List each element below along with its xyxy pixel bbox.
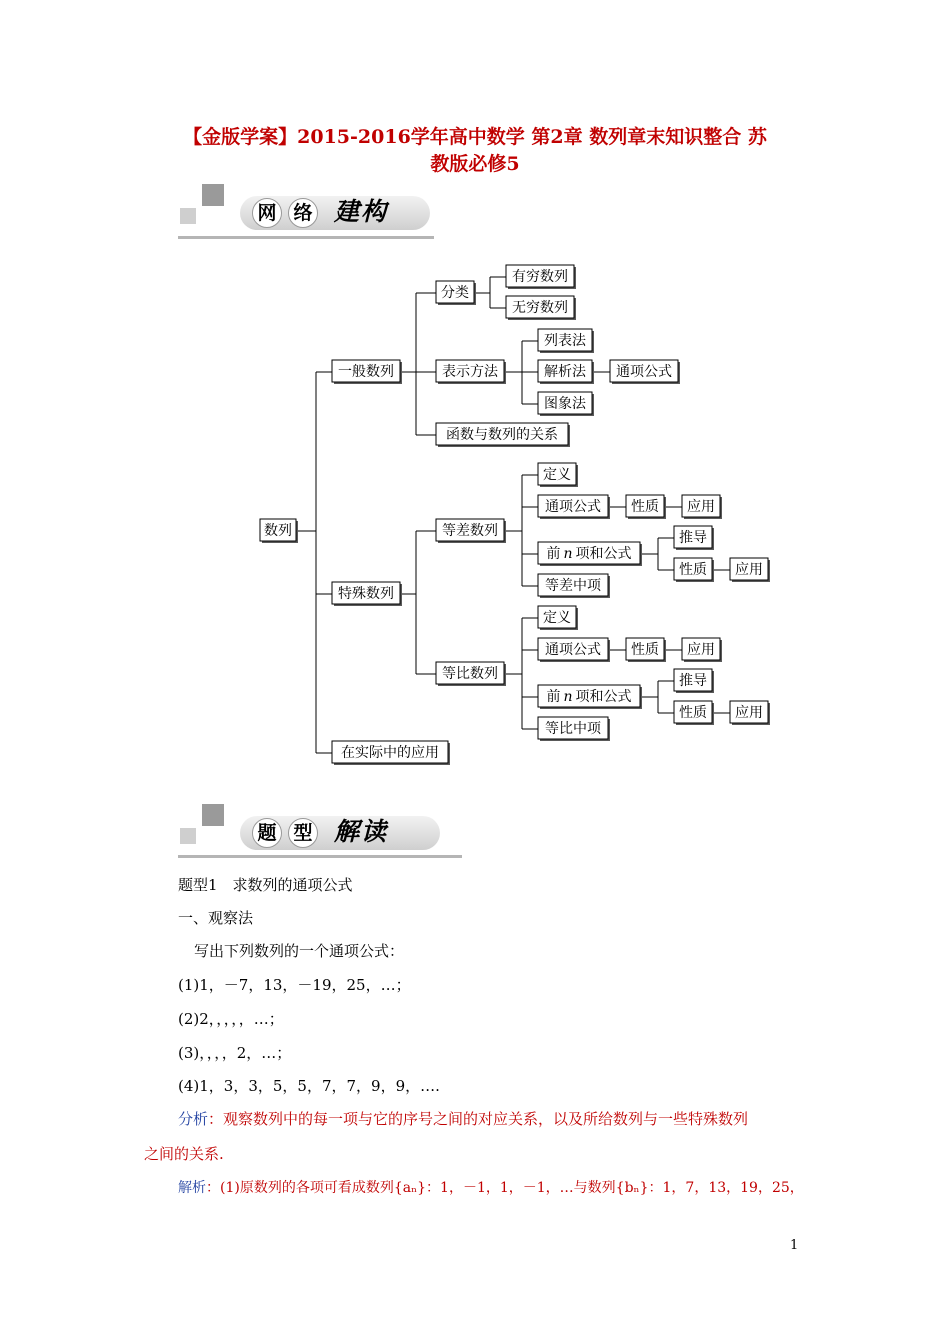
node-arith-prop1 <box>626 495 666 519</box>
arith-sum-n: n <box>563 546 573 562</box>
node-special-label: 特殊数列 <box>338 586 394 602</box>
node-represent-label: 表示方法 <box>442 364 498 380</box>
banner-char-2: 络 <box>288 198 318 228</box>
analysis-paragraph <box>178 1108 818 1130</box>
node-arith-def-label: 定义 <box>543 467 571 483</box>
analysis-label: 分析 <box>178 1110 209 1128</box>
node-geo-prop2-label: 性质 <box>679 705 707 721</box>
node-arith-mean <box>538 574 610 598</box>
title-line-1: 【金版学案】2015-2016学年高中数学 第2章 数列章末知识整合 苏 <box>183 126 767 148</box>
node-geo-prop1-label: 性质 <box>631 642 659 658</box>
node-arith-sum <box>538 542 642 566</box>
node-arith-prop1-label: 性质 <box>631 499 659 515</box>
node-function-relation <box>436 423 570 447</box>
item-2-text: (2)2，，，，，…； <box>178 1010 284 1028</box>
node-finite <box>506 265 576 289</box>
solution-label: 解析 <box>178 1180 206 1196</box>
node-graph-method <box>538 392 594 416</box>
node-classify-label: 分类 <box>441 285 469 301</box>
node-geo-sum <box>538 685 642 709</box>
node-general <box>332 360 402 384</box>
node-geo-derive-label: 推导 <box>679 673 707 689</box>
node-special <box>332 582 402 606</box>
banner-square-light <box>180 828 196 844</box>
node-root <box>260 519 298 543</box>
node-arith-term <box>538 495 610 519</box>
node-arith-sum-label <box>546 546 631 562</box>
geo-sum-prefix: 前 <box>546 689 561 705</box>
heading-text: 题型1 求数列的通项公式 <box>178 876 353 894</box>
node-geo-label: 等比数列 <box>442 666 498 682</box>
node-geo-app1 <box>682 638 722 662</box>
banner-title-rest: 解读 <box>334 817 389 846</box>
node-geo-term-label: 通项公式 <box>545 642 601 658</box>
node-geo-prop1 <box>626 638 666 662</box>
node-geo-mean <box>538 717 610 741</box>
page-number: 1 <box>790 1238 799 1253</box>
node-geo-def <box>538 606 578 630</box>
analysis-text: ：观察数列中的每一项与它的序号之间的对应关系，以及所给数列与一些特殊数列 <box>208 1110 749 1128</box>
node-geo-derive <box>674 669 714 693</box>
node-arith-derive-label: 推导 <box>679 530 707 546</box>
node-geo-mean-label: 等比中项 <box>545 721 601 737</box>
exercise-item-2 <box>178 1008 818 1030</box>
geo-sum-suffix: 项和公式 <box>575 689 632 705</box>
node-arith-derive <box>674 526 714 550</box>
node-classify <box>436 281 476 305</box>
analysis-continuation <box>144 1143 784 1165</box>
method-heading <box>178 907 818 929</box>
node-finite-label: 有穷数列 <box>512 269 568 285</box>
node-root-label: 数列 <box>264 523 292 539</box>
node-represent <box>436 360 506 384</box>
node-list-method <box>538 329 594 353</box>
node-arith-app1 <box>682 495 722 519</box>
exercise-prompt <box>194 940 834 962</box>
exercise-item-4 <box>178 1075 818 1097</box>
solution-text: ：(1)原数列的各项可看成数列{aₙ}：1，－1，1，－1，…与数列{bₙ}：1，7，13，19，25， <box>206 1180 804 1196</box>
node-infinite-label: 无穷数列 <box>512 300 568 316</box>
node-arith-mean-label: 等差中项 <box>545 578 601 594</box>
section-banner-question-types <box>178 800 468 870</box>
banner-title-rest: 建构 <box>334 197 389 226</box>
method-text: 一、观察法 <box>178 909 254 927</box>
node-geo-prop2 <box>674 701 714 725</box>
title-line-2: 教版必修5 <box>430 153 520 175</box>
analysis-cont-text: 之间的关系. <box>144 1145 224 1163</box>
node-formula-method-label: 解析法 <box>544 364 586 380</box>
prompt-text: 写出下列数列的一个通项公式： <box>194 942 405 960</box>
node-formula-method <box>538 360 594 384</box>
node-arith <box>436 519 506 543</box>
node-geo-app1-label: 应用 <box>687 642 715 658</box>
banner-char-2: 型 <box>288 818 318 848</box>
node-arith-app2-label: 应用 <box>735 562 763 578</box>
node-general-term <box>610 360 680 384</box>
node-geo <box>436 662 506 686</box>
node-practice-label: 在实际中的应用 <box>341 745 439 761</box>
node-arith-prop2-label: 性质 <box>679 562 707 578</box>
banner-rule <box>178 855 462 858</box>
arith-sum-suffix: 项和公式 <box>575 546 632 562</box>
node-geo-term <box>538 638 610 662</box>
exercise-item-1 <box>178 974 818 996</box>
banner-char-1: 题 <box>252 818 282 848</box>
node-arith-app1-label: 应用 <box>687 499 715 515</box>
node-arith-def <box>538 463 578 487</box>
banner-square-dark <box>202 804 224 826</box>
node-arith-term-label: 通项公式 <box>545 499 601 515</box>
node-arith-prop2 <box>674 558 714 582</box>
node-geo-sum-label <box>546 689 631 705</box>
item-1-text: (1)1，－7，13，－19，25，…； <box>178 976 411 994</box>
node-infinite <box>506 296 576 320</box>
node-general-term-label: 通项公式 <box>616 364 672 380</box>
node-function-relation-label: 函数与数列的关系 <box>446 427 558 443</box>
exercise-item-3 <box>178 1042 818 1064</box>
node-arith-app2 <box>730 558 770 582</box>
question-heading <box>178 874 818 896</box>
node-graph-method-label: 图象法 <box>544 396 586 412</box>
node-geo-def-label: 定义 <box>543 610 571 626</box>
item-4-text: (4)1，3，3，5，5，7，7，9，9，…. <box>178 1077 440 1095</box>
node-general-label: 一般数列 <box>338 364 394 380</box>
geo-sum-n: n <box>563 689 573 705</box>
node-geo-app2-label: 应用 <box>735 705 763 721</box>
node-arith-label: 等差数列 <box>442 523 498 539</box>
arith-sum-prefix: 前 <box>546 546 561 562</box>
node-list-method-label: 列表法 <box>544 333 586 349</box>
node-geo-app2 <box>730 701 770 725</box>
solution-paragraph <box>178 1177 828 1199</box>
banner-char-1: 网 <box>252 198 282 228</box>
item-3-text: (3)，，，，2，…； <box>178 1044 292 1062</box>
node-practice <box>332 741 450 765</box>
